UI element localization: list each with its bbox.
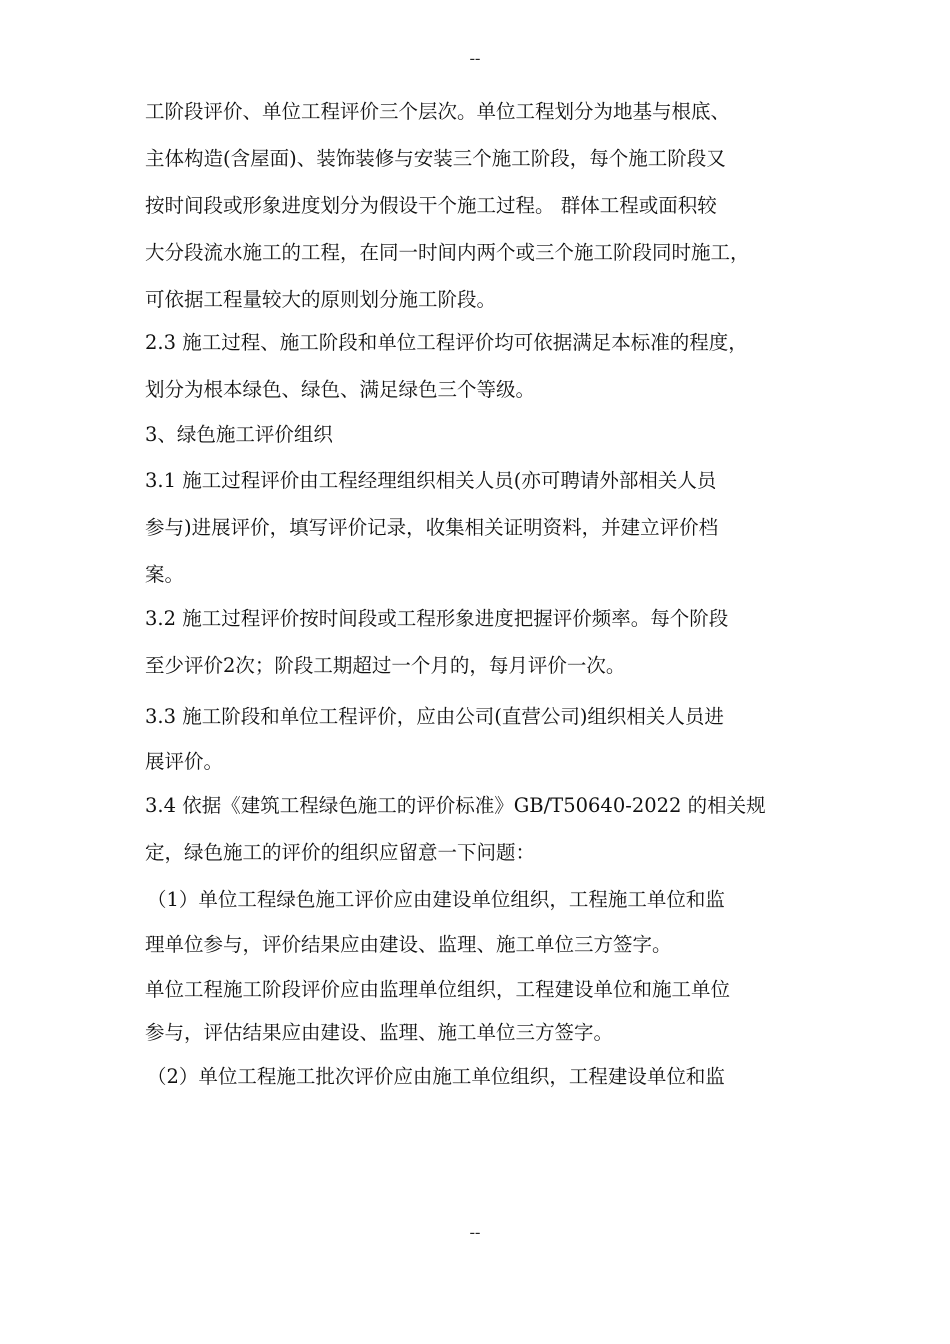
text-line: 参与，评估结果应由建设、监理、施工单位三方签字。 xyxy=(145,1021,614,1044)
text-line: 案。 xyxy=(145,563,185,586)
text-line: 划分为根本绿色、绿色、满足绿色三个等级。 xyxy=(145,378,536,401)
text-line: 3.1 施工过程评价由工程经理组织相关人员(亦可聘请外部相关人员 xyxy=(145,469,717,492)
text-line: 可依据工程量较大的原则划分施工阶段。 xyxy=(145,288,497,311)
text-line: 3.4 依据《建筑工程绿色施工的评价标准》GB/T50640-2022 的相关规 xyxy=(145,794,766,817)
section-heading: 3、绿色施工评价组织 xyxy=(145,423,333,446)
text-line: 参与)进展评价，填写评价记录，收集相关证明资料，并建立评价档 xyxy=(145,516,719,539)
text-line: 工阶段评价、单位工程评价三个层次。单位工程划分为地基与根底、 xyxy=(145,100,731,123)
text-line: 主体构造(含屋面)、装饰装修与安装三个施工阶段，每个施工阶段又 xyxy=(145,147,726,170)
text-line: 3.2 施工过程评价按时间段或工程形象进度把握评价频率。每个阶段 xyxy=(145,607,729,630)
text-line: 大分段流水施工的工程，在同一时间内两个或三个施工阶段同时施工， xyxy=(145,241,750,264)
text-line: 定，绿色施工的评价的组织应留意一下问题： xyxy=(145,841,536,864)
text-line: 单位工程施工阶段评价应由监理单位组织，工程建设单位和施工单位 xyxy=(145,978,731,1001)
text-line: 展评价。 xyxy=(145,750,224,773)
text-line: （2）单位工程施工批次评价应由施工单位组织，工程建设单位和监 xyxy=(147,1065,725,1088)
text-line: 至少评价2次；阶段工期超过一个月的，每月评价一次。 xyxy=(145,654,626,677)
page-header-mark: -- xyxy=(469,50,481,67)
page-footer-mark: -- xyxy=(469,1224,481,1241)
text-line: 按时间段或形象进度划分为假设干个施工过程。 群体工程或面积较 xyxy=(145,194,717,217)
text-line: （1）单位工程绿色施工评价应由建设单位组织，工程施工单位和监 xyxy=(147,888,725,911)
text-line: 3.3 施工阶段和单位工程评价，应由公司(直营公司)组织相关人员进 xyxy=(145,705,724,728)
text-line: 2.3 施工过程、施工阶段和单位工程评价均可依据满足本标准的程度， xyxy=(145,331,748,354)
text-line: 理单位参与，评价结果应由建设、监理、施工单位三方签字。 xyxy=(145,933,672,956)
